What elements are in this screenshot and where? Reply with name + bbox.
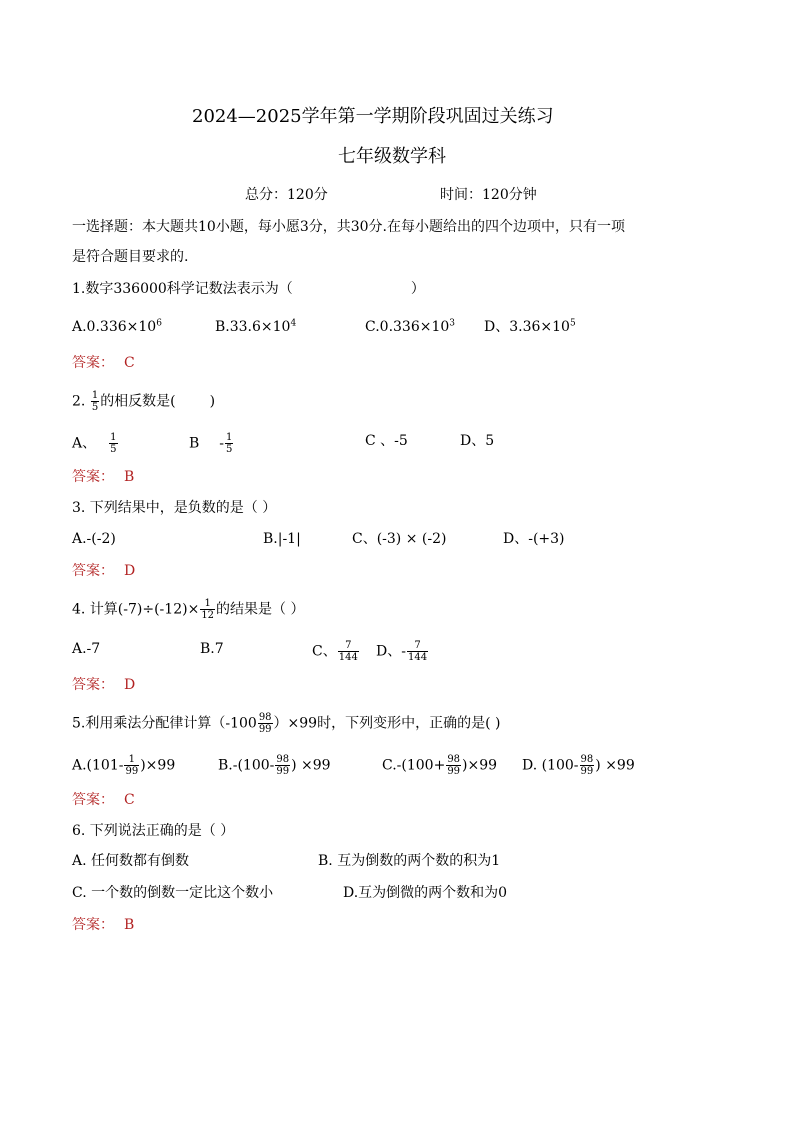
q3-option-c: C、(-3) × (-2)	[352, 531, 447, 547]
q1-option-a: $A.0.336\times 10^6$	[72, 318, 162, 335]
q6-option-b: B. 互为倒数的两个数的积为1	[318, 853, 501, 869]
q6-answer: 答案： B	[72, 917, 135, 933]
q3-stem: 3. 下列结果中，是负数的是（ ）	[72, 500, 277, 516]
q1-answer: 答案： C	[72, 355, 135, 371]
q6-option-a: A. 任何数都有倒数	[72, 853, 190, 869]
q6-option-d: D.互为倒微的两个数和为0	[343, 885, 508, 901]
total-score: 总分：120分	[245, 187, 328, 203]
q3-option-b: B.|-1|	[263, 531, 301, 547]
q1-stem-end: ）	[410, 281, 425, 297]
q5-answer: 答案： C	[72, 792, 135, 808]
q3-option-d: D、-(+3)	[503, 531, 565, 547]
q3-option-a: A.-(-2)	[72, 531, 116, 547]
q6-stem: 6. 下列说法正确的是（ ）	[72, 823, 235, 839]
q3-answer: 答案： D	[72, 563, 136, 579]
page-subtitle: 七年级数学科	[338, 146, 446, 167]
q5-option-d: D. (100- $\frac{98}{99}$ ) ×99	[522, 754, 635, 777]
q1-option-c: $C.0.336\times 10^3$	[365, 318, 456, 335]
q5-option-b: B.-(100- $\frac{98}{99}$ ) ×99	[218, 754, 331, 777]
q4-option-c: C、 $\frac{7}{144}$	[312, 640, 358, 663]
q2-option-b: B - $\frac{1}{5}$	[189, 432, 233, 455]
q4-stem: 4. 计算(-7)÷(-12)× $\frac{1}{12}$ 的结果是（ ）	[72, 598, 305, 621]
q4-option-b: B.7	[200, 641, 224, 657]
section-instructions-line2: 是符合题目要求的.	[72, 249, 189, 265]
q4-option-d: D、- $\frac{7}{144}$	[376, 640, 428, 663]
page-title: 2024—2025学年第一学期阶段巩固过关练习	[192, 106, 554, 127]
q2-stem-fraction: $\frac{1}{5}$	[91, 390, 99, 413]
q2-stem: 2. $\frac{1}{5}$ 的相反数是( )	[72, 390, 216, 413]
q4-answer: 答案： D	[72, 677, 136, 693]
q5-stem: 5.利用乘法分配律计算（-100 $\frac{98}{99}$ ）×99时，下列变形中，正确的是( )	[72, 712, 501, 735]
q2-option-a: A、 $\frac{1}{5}$	[72, 432, 117, 455]
q2-option-d: D、5	[460, 433, 495, 449]
q1-option-d: D、$3.36\times 10^5$	[484, 318, 576, 335]
section-instructions-line1: 一选择题：本大题共10小题，每小愿3分，共30分.在每小题给出的四个边项中，只有一项	[72, 219, 625, 235]
q4-option-a: A.-7	[72, 641, 101, 657]
q6-option-c: C. 一个数的倒数一定比这个数小	[72, 885, 274, 901]
exam-time: 时间：120分钟	[440, 187, 537, 203]
q5-option-c: C.-(100+ $\frac{98}{99}$ )×99	[382, 754, 498, 777]
q1-stem-text: 1.数字336000科学记数法表示为（	[72, 281, 293, 297]
q2-option-c: C 、-5	[365, 433, 408, 449]
q1-stem	[72, 280, 425, 298]
q2-answer: 答案： B	[72, 469, 135, 485]
q1-option-b: $B.33.6\times 10^4$	[215, 318, 297, 335]
q5-option-a: A.(101- $\frac{1}{99}$ )×99	[72, 754, 176, 777]
